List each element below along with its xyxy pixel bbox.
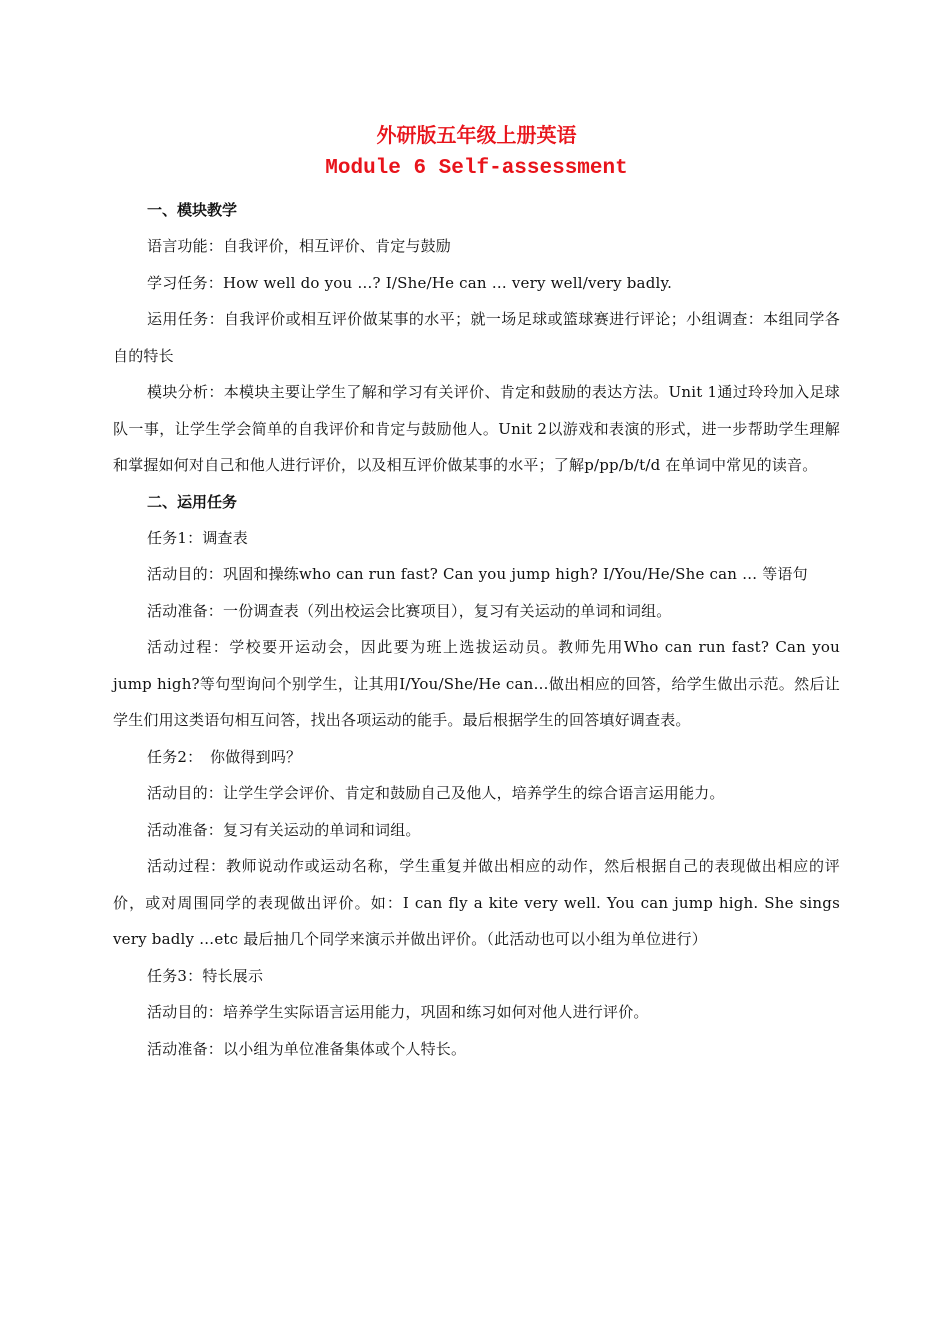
paragraph-task2-preparation: 活动准备：复习有关运动的单词和词组。 [147,820,421,839]
section-heading-teaching: 一、模块教学 [147,201,238,219]
paragraph-task1-purpose: 活动目的：巩固和操练who can run fast? Can you jump high? I/You/He/She can … 等语句 [147,565,808,583]
section-heading-tasks: 二、运用任务 [147,492,238,511]
paragraph-task2-purpose: 活动目的：让学生学会评价、肯定和鼓励自己及他人，培养学生的综合语言运用能力。 [147,784,725,802]
paragraph-learning-task: 学习任务：How well do you …? I/She/He can … very well/very badly. [147,273,673,292]
paragraph-task1-process: 活动过程：学校要开运动会，因此要为班上选拔运动员。教师先用Who can run fast? Can you jump high?等句型询问个别学生，让其用I/You/She/He can…做出相应的回答，给学生做出示范。然后让学生们用这类语句相互问答，找出各项运动的能手。最后根据学生的回答填好调查表。 [113,638,840,729]
document-title: 外研版五年级上册英语 [376,123,577,147]
paragraph-task2-title: 任务2： 你做得到吗？ [147,747,302,766]
paragraph-task2-process: 活动过程：教师说动作或运动名称，学生重复并做出相应的动作，然后根据自己的表现做出相应的评价，或对周围同学的表现做出评价。如：I can fly a kite very well. You can jump high. She sings very badly …etc 最后抽几个同学来演示并做出评价。（此活动也可以小组为单位进行） [113,857,840,948]
paragraph-task3-title: 任务3：特长展示 [147,966,264,985]
document-subtitle: Module 6 Self-assessment [325,157,628,180]
document-page [113,118,840,1067]
paragraph-task3-purpose: 活动目的：培养学生实际语言运用能力，巩固和练习如何对他人进行评价。 [147,1003,649,1021]
paragraph-task1-title: 任务1：调查表 [147,528,248,547]
paragraph-language-function: 语言功能：自我评价，相互评价、肯定与鼓励 [147,237,452,255]
paragraph-application-task: 运用任务：自我评价或相互评价做某事的水平；就一场足球或篮球赛进行评论；小组调查：本组同学各自的特长 [113,310,840,365]
paragraph-task1-preparation: 活动准备：一份调查表（列出校运会比赛项目），复习有关运动的单词和词组。 [147,601,672,620]
paragraph-task3-preparation: 活动准备：以小组为单位准备集体或个人特长。 [147,1039,467,1058]
paragraph-module-analysis: 模块分析：本模块主要让学生了解和学习有关评价、肯定和鼓励的表达方法。Unit 1通过玲玲加入足球队一事，让学生学会简单的自我评价和肯定与鼓励他人。Unit 2以游戏和表演的形式，进一步帮助学生理解和掌握如何对自己和他人进行评价，以及相互评价做某事的水平；了解p/pp/b/t/d 在单词中常见的读音。 [113,383,840,474]
